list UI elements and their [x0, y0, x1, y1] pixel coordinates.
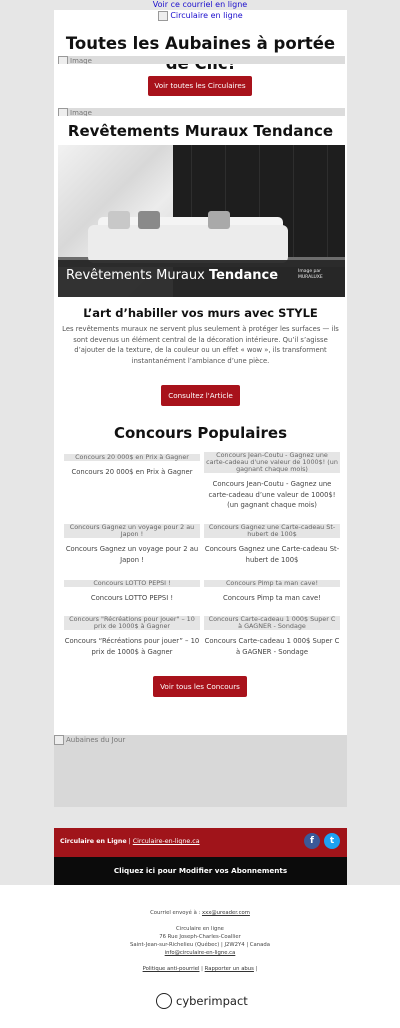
footer-contact-email[interactable]: info@circulaire-en-ligne.ca [164, 950, 236, 956]
contest-item[interactable] [204, 616, 340, 657]
hero-credit-brand: MURALUXE [298, 275, 323, 280]
article-subtitle: L’art d’habiller vos murs avec STYLE [83, 306, 318, 320]
contest-caption[interactable]: Concours Carte-cadeau 1 000$ Super C à GAGNER - Sondage [204, 637, 340, 656]
article-hero-image[interactable] [58, 145, 345, 297]
pillow [138, 211, 160, 229]
hero-caption [66, 267, 278, 285]
facebook-icon[interactable]: f [304, 833, 320, 849]
sofa [88, 225, 288, 263]
contest-item[interactable] [64, 616, 200, 657]
contests-title: Concours Populaires [113, 424, 288, 442]
contest-image-alt: Concours 20 000$ en Prix à Gagner [64, 454, 200, 461]
article-top-image [58, 108, 345, 116]
footer-street: 76 Rue Joseph-Charles-Coallier [159, 934, 241, 940]
logo-image[interactable] [54, 10, 347, 22]
contest-caption[interactable]: Concours “Récréations pour jouer” – 10 prix de 1000$ à Gagner [64, 637, 200, 656]
view-online-bar [0, 0, 400, 10]
banner-image-alt: Image [70, 57, 92, 64]
article-top-image-alt: Image [70, 109, 92, 116]
contest-caption[interactable]: Concours Gagnez un voyage pour 2 au Japon ! [65, 545, 199, 564]
contest-caption[interactable]: Concours 20 000$ en Prix à Gagner [71, 468, 193, 476]
wall-panel-line [293, 145, 294, 260]
banner-image [58, 56, 345, 64]
email-card [54, 10, 347, 807]
deals-of-day-alt: Aubaines du Jour [66, 736, 126, 744]
read-article-button[interactable]: Consultez l'Article [161, 385, 240, 406]
contest-caption[interactable]: Concours Pimp ta man cave! [223, 594, 321, 602]
contest-caption[interactable]: Concours LOTTO PEPSI ! [90, 594, 174, 602]
sent-to-line [0, 909, 400, 917]
view-contests-button[interactable]: Voir tous les Concours [153, 676, 247, 697]
antispam-link[interactable]: Politique anti-pourriel [142, 966, 200, 972]
footer-site-link[interactable]: Circulaire-en-ligne.ca [132, 838, 200, 845]
pillow [108, 211, 130, 229]
broken-image-icon [158, 11, 168, 21]
contest-item[interactable] [64, 524, 200, 565]
hero-credit-label: Image par [298, 269, 321, 274]
footer-legal-links: Politique anti-pourriel | Rapporter un abus | [142, 966, 258, 972]
pillow [208, 211, 230, 229]
contest-image-alt: Concours Gagnez un voyage pour 2 au Japon ! [64, 524, 200, 538]
footer-brand-line [60, 837, 200, 847]
contest-caption[interactable]: Concours Gagnez une Carte-cadeau St-hubert de 100$ [204, 545, 340, 564]
contest-image-alt: Concours Jean-Coutu - Gagnez une carte-cadeau d'une valeur de 1000$! (un gagnant chaque mois) [204, 452, 340, 473]
cyberimpact-logo[interactable] [156, 992, 246, 1012]
contest-image-alt: Concours Gagnez une Carte-cadeau St-hubert de 100$ [204, 524, 340, 538]
wall-panel-line [327, 145, 328, 260]
contest-image-alt: Concours Carte-cadeau 1 000$ Super C à GAGNER - Sondage [204, 616, 340, 630]
footer-separator: | [126, 838, 133, 845]
contest-item[interactable] [204, 524, 340, 565]
broken-image-icon [54, 735, 64, 745]
broken-image-icon [58, 108, 68, 116]
hero-caption-light: Revêtements Muraux [66, 268, 209, 283]
sent-to-email[interactable]: xxx@ureader.com [201, 910, 250, 916]
article-title: Revêtements Muraux Tendance [67, 122, 334, 140]
logo-alt-text: Circulaire en ligne [170, 11, 243, 20]
view-circulaires-button[interactable]: Voir toutes les Circulaires [148, 76, 252, 96]
footer-bar [54, 828, 347, 857]
broken-image-icon [58, 56, 68, 64]
footer-city: Saint-Jean-sur-Richelieu (Québec) | J2W2Y4 | Canada [130, 942, 270, 948]
contest-item[interactable] [204, 580, 340, 604]
contest-image-alt: Concours "Récréations pour jouer" – 10 prix de 1000$ à Gagner [64, 616, 200, 630]
cyberimpact-wordmark: cyberimpact [176, 994, 248, 1008]
contest-item[interactable] [64, 454, 200, 478]
report-abuse-link[interactable]: Rapporter un abus [204, 966, 254, 972]
main-title: Toutes les Aubaines à portée [65, 34, 336, 53]
sent-to-label: Courriel envoyé à : [150, 910, 202, 916]
contest-item[interactable] [64, 580, 200, 604]
footer-company: Circulaire en ligne [176, 926, 224, 932]
hero-caption-bold: Tendance [208, 268, 279, 283]
contest-caption[interactable]: Concours Jean-Coutu - Gagnez une carte-cadeau d’une valeur de 1000$! (un gagnant chaque mois) [208, 480, 336, 509]
contest-image-alt: Concours LOTTO PEPSI ! [64, 580, 200, 587]
hero-credit [298, 269, 323, 281]
article-paragraph: Les revêtements muraux ne servent plus seulement à protéger les surfaces — ils sont devenus un élément central de la décoration intérieure. Qu’il s’agisse d’ajouter de la texture, de la couleur ou un effet « wow », ils transforment instantanément l’ambiance d’une pièce. [62, 325, 339, 365]
contest-item[interactable] [204, 452, 340, 511]
deals-of-day-image[interactable] [54, 735, 347, 807]
twitter-icon[interactable]: t [324, 833, 340, 849]
footer-brand: Circulaire en Ligne [60, 838, 127, 845]
manage-subscriptions-button[interactable]: Cliquez ici pour Modifier vos Abonnements [54, 857, 347, 885]
contest-image-alt: Concours Pimp ta man cave! [204, 580, 340, 587]
view-online-link[interactable]: Voir ce courriel en ligne [152, 0, 248, 9]
cyberimpact-icon [156, 993, 172, 1009]
